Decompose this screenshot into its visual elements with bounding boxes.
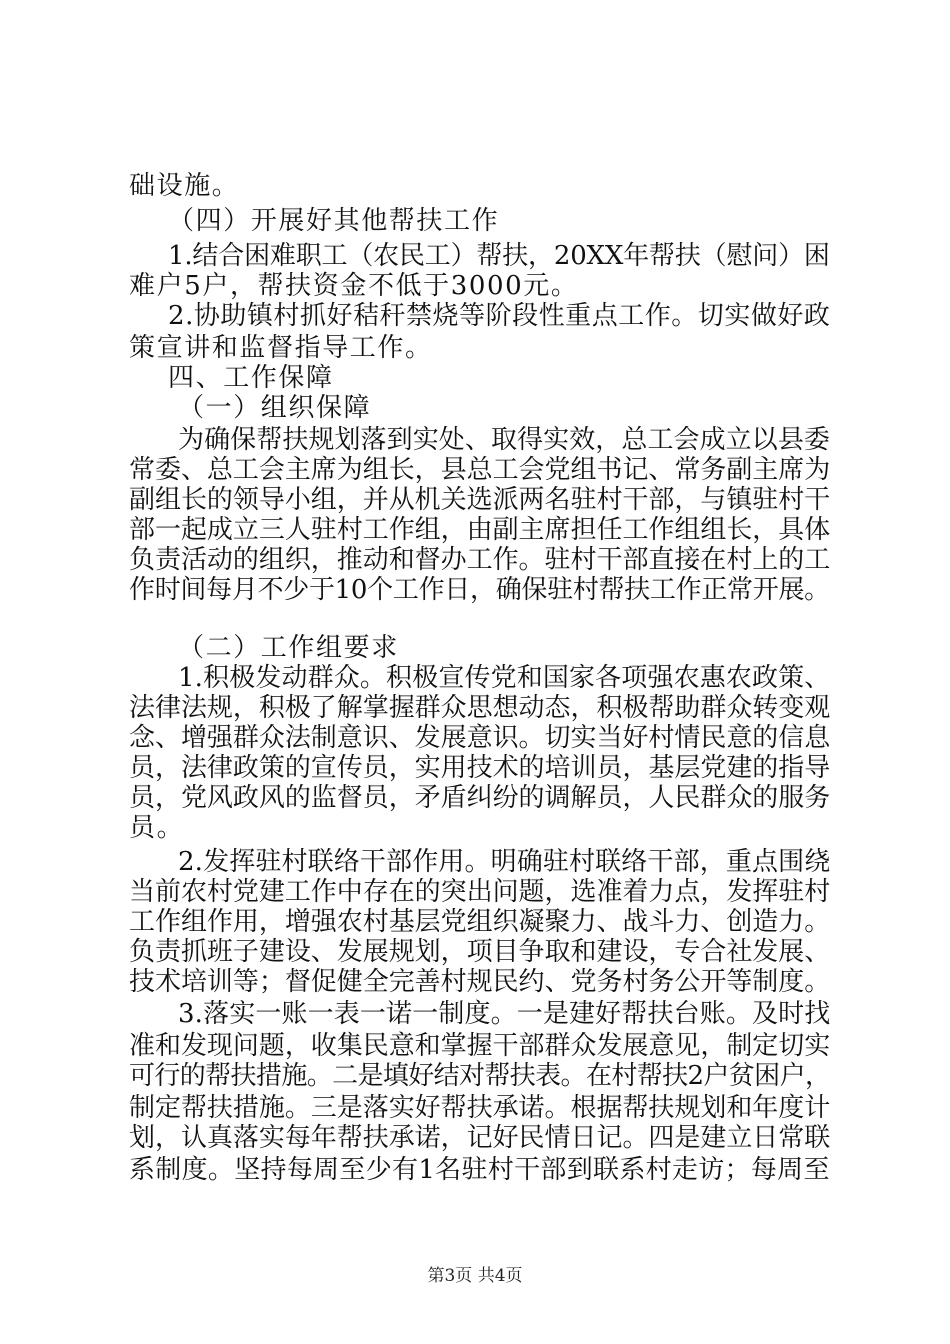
text-line: 员，党风政风的监督员，矛盾纠纷的调解员，人民群众的服务 (129, 783, 831, 813)
text-line: 础设施。 (129, 171, 240, 201)
section-heading: 四、工作保障 (168, 363, 334, 393)
text-line: 策宣讲和监督指导工作。 (129, 333, 433, 363)
text-line: 2.协助镇村抓好秸秆禁烧等阶段性重点工作。切实做好政 (168, 301, 831, 331)
text-line: 1.结合困难职工（农民工）帮扶，20XX年帮扶（慰问）困 (168, 241, 830, 271)
text-line: 划，认真落实每年帮扶承诺，记好民情日记。四是建立日常联 (129, 1123, 831, 1153)
text-line: 负责抓班子建设、发展规划，项目争取和建设，专合社发展、 (129, 937, 831, 967)
text-line: 难户5户，帮扶资金不低于3000元。 (129, 271, 579, 301)
text-line: 1.积极发动群众。积极宣传党和国家各项强农惠农政策、 (178, 663, 831, 693)
text-line: 念、增强群众法制意识、发展意识。切实当好村情民意的信息 (129, 723, 831, 753)
text-line: 技术培训等；督促健全完善村规民约、党务村务公开等制度。 (129, 967, 831, 997)
text-line: 可行的帮扶措施。二是填好结对帮扶表。在村帮扶2户贫困户， (129, 1061, 831, 1091)
text-line: 准和发现问题，收集民意和掌握干部群众发展意见，制定切实 (129, 1031, 831, 1061)
section-heading: （一）组织保障 (178, 393, 372, 423)
section-heading: （四）开展好其他帮扶工作 (168, 206, 500, 236)
section-heading: （二）工作组要求 (178, 633, 399, 663)
text-line: 部一起成立三人驻村工作组，由副主席担任工作组组长，具体 (129, 515, 831, 545)
text-line: 作时间每月不少于10个工作日，确保驻村帮扶工作正常开展。 (129, 575, 830, 605)
page-number: 第3页 共4页 (427, 1266, 523, 1286)
text-line: 副组长的领导小组，并从机关选派两名驻村干部，与镇驻村干 (129, 485, 831, 515)
text-line: 员。 (129, 813, 185, 843)
text-line: 员，法律政策的宣传员，实用技术的培训员，基层党建的指导 (129, 753, 831, 783)
text-line: 法律法规，积极了解掌握群众思想动态，积极帮助群众转变观 (129, 693, 831, 723)
text-line: 工作组作用，增强农村基层党组织凝聚力、战斗力、创造力。 (129, 907, 831, 937)
text-line: 系制度。坚持每周至少有1名驻村干部到联系村走访；每周至 (129, 1155, 830, 1185)
text-line: 为确保帮扶规划落到实处、取得实效，总工会成立以县委 (178, 425, 831, 455)
text-line: 制定帮扶措施。三是落实好帮扶承诺。根据帮扶规划和年度计 (129, 1093, 831, 1123)
text-line: 负责活动的组织，推动和督办工作。驻村干部直接在村上的工 (129, 545, 831, 575)
text-line: 2.发挥驻村联络干部作用。明确驻村联络干部，重点围绕 (178, 847, 831, 877)
text-line: 当前农村党建工作中存在的突出问题，选准着力点，发挥驻村 (129, 877, 831, 907)
text-line: 3.落实一账一表一诺一制度。一是建好帮扶台账。及时找 (178, 999, 831, 1029)
text-line: 常委、总工会主席为组长，县总工会党组书记、常务副主席为 (129, 455, 831, 485)
